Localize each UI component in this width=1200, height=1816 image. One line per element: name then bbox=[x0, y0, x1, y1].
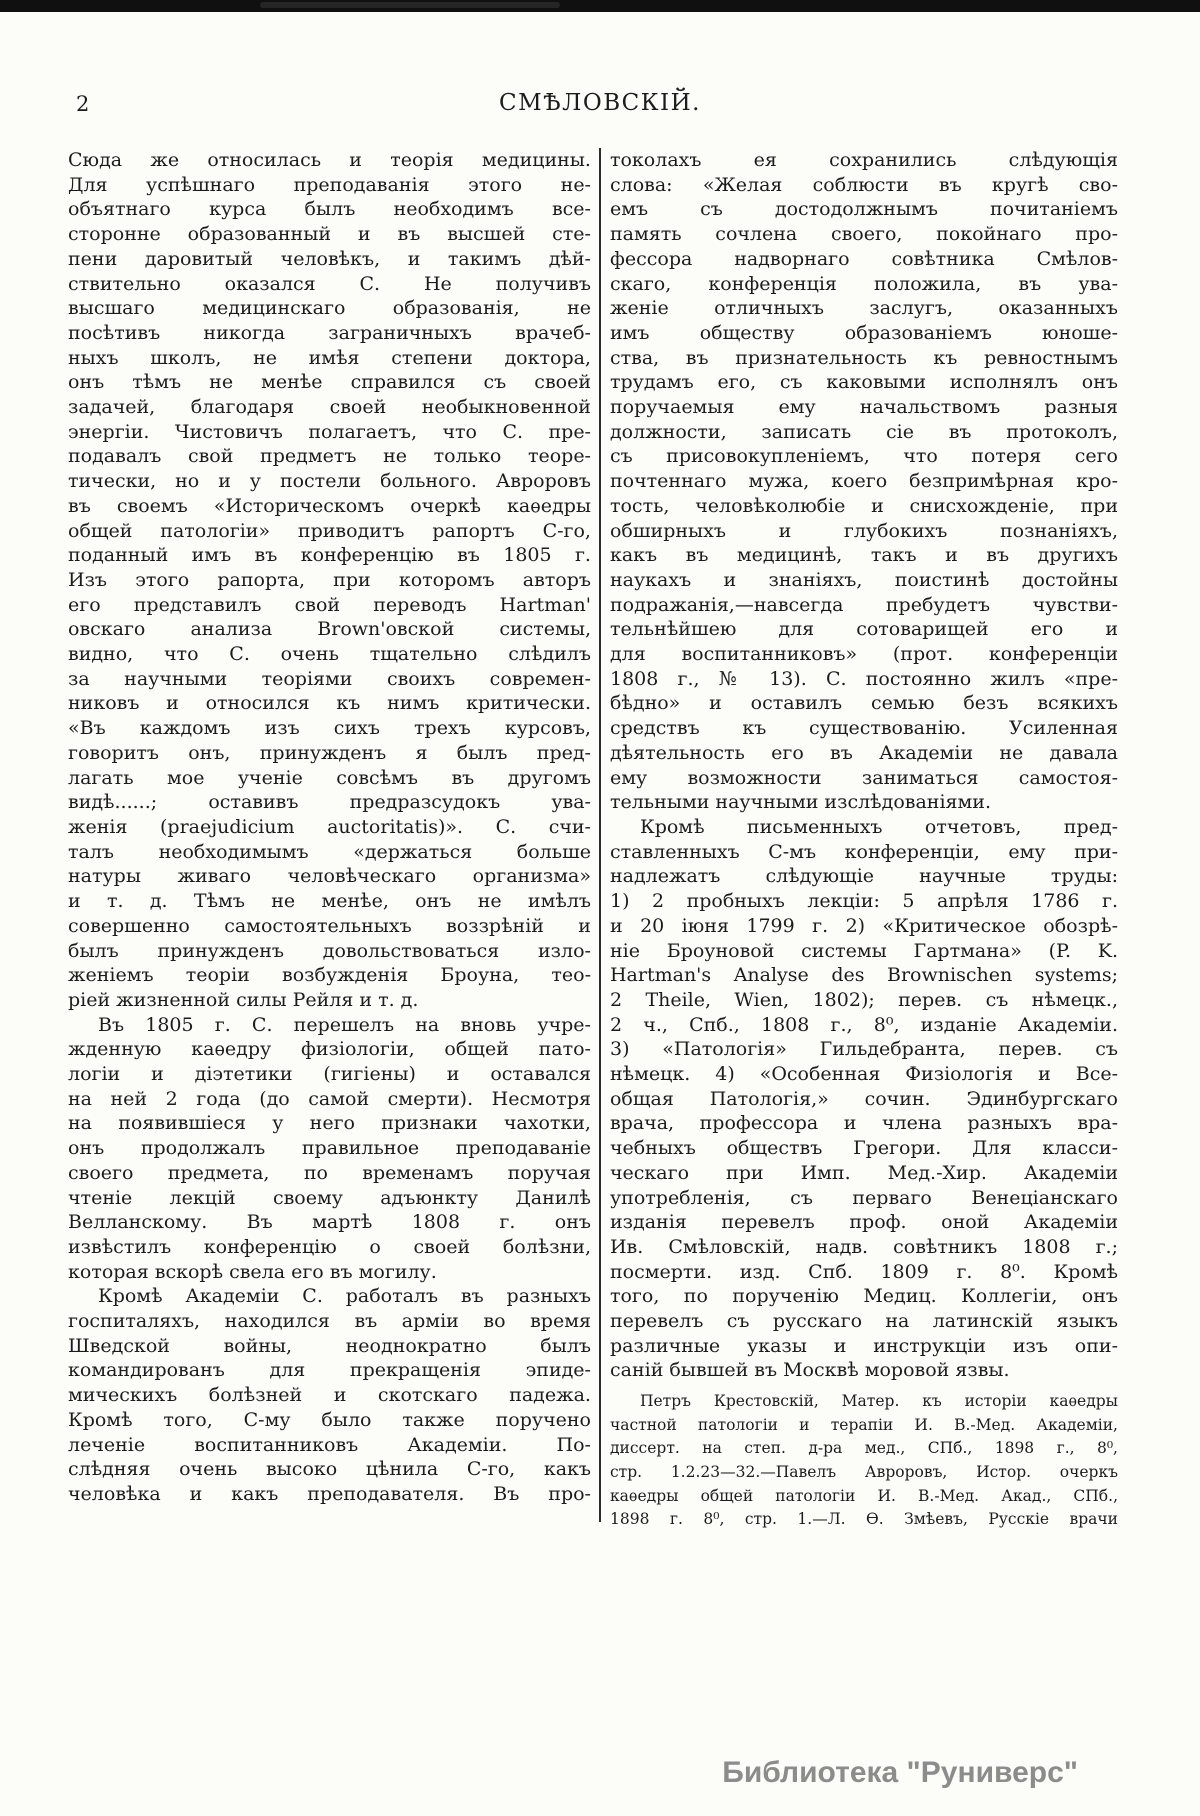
text-line: употребленія, съ перваго Венеціанскаго bbox=[609, 1186, 1118, 1209]
text-line: надлежатъ слѣдующіе научные труды: bbox=[609, 865, 1118, 888]
text-line: Для успѣшнаго преподаванія этого не- bbox=[68, 173, 591, 196]
text-line: на появившіеся у него признаки чахотки, bbox=[68, 1112, 591, 1135]
text-line: логіи и діэтетики (гигіены) и оставался bbox=[68, 1063, 591, 1086]
text-line: тость, человѣколюбіе и снисхожденіе, при bbox=[609, 494, 1118, 517]
text-line: задачей, благодаря своей необыкновенной bbox=[68, 396, 591, 419]
text-line: тически, но и у постели больного. Авроровъ bbox=[68, 470, 591, 493]
text-line: посмерти. изд. Спб. 1809 г. 8⁰. Кромѣ bbox=[609, 1260, 1118, 1283]
text-line: почтеннаго мужа, коего безпримѣрная кро- bbox=[609, 470, 1118, 493]
text-line: натуры живаго человѣческаго организма» bbox=[68, 865, 591, 888]
text-line: Сюда же относилась и теорія медицины. bbox=[68, 149, 591, 171]
text-line: своего предмета, по временамъ поручая bbox=[68, 1161, 591, 1184]
library-watermark: Библиотека "Руниверс" bbox=[722, 1756, 1078, 1789]
text-line: его представилъ свой переводъ Hartman' bbox=[68, 593, 591, 616]
footnote-line: 1898 г. 8⁰, стр. 1.—Л. Ѳ. Змѣевъ, Русскіе врачи bbox=[609, 1510, 1118, 1529]
text-line: Велланскому. Въ мартѣ 1808 г. онъ bbox=[68, 1211, 591, 1234]
text-line: и т. д. Тѣмъ не менѣе, онъ не имѣлъ bbox=[68, 890, 591, 913]
text-line: 2 Theile, Wien, 1802); перев. съ нѣмецк., bbox=[609, 988, 1118, 1011]
text-line: врача, профессора и члена разныхъ вра- bbox=[609, 1112, 1118, 1135]
text-line: съ присовокупленіемъ, что потеря сего bbox=[609, 445, 1118, 468]
right-column bbox=[610, 148, 1118, 1532]
text-line: говоритъ онъ, принужденъ я былъ пред- bbox=[68, 741, 591, 764]
text-line: въ своемъ «Историческомъ очеркѣ каѳедры bbox=[68, 494, 591, 517]
text-line: Кромѣ того, С-му было также поручено bbox=[68, 1408, 591, 1431]
text-line: память сочлена своего, покойнаго про- bbox=[609, 223, 1118, 246]
text-line: слова: «Желая соблюсти въ кругѣ сво- bbox=[609, 173, 1118, 196]
text-line: 3) «Патологія» Гильдебранта, перев. съ bbox=[609, 1038, 1118, 1061]
left-column bbox=[68, 148, 591, 1532]
text-line: поручаемыя ему начальствомъ разныя bbox=[609, 396, 1118, 419]
text-line: Кромѣ Академіи С. работалъ въ разныхъ bbox=[98, 1285, 591, 1308]
text-line: общей патологіи» приводитъ рапортъ С-го, bbox=[68, 519, 591, 542]
text-line: ніе Броуновой системы Гартмана» (P. K. bbox=[609, 939, 1118, 962]
text-line: онъ продолжалъ правильное преподаваніе bbox=[68, 1137, 591, 1160]
text-line: женія (praejudicium auctoritatis)». С. счи- bbox=[68, 815, 591, 838]
text-columns bbox=[68, 148, 1118, 1532]
text-line: изданія перевелъ проф. оной Академіи bbox=[609, 1211, 1118, 1234]
text-line: Hartman's Analyse des Brownischen systems; bbox=[609, 964, 1118, 987]
text-line: видѣ......; оставивъ предразсудокъ ува- bbox=[68, 791, 591, 814]
text-line: ему возможности заниматься самостоя- bbox=[609, 766, 1118, 789]
text-line: бѣдно» и оставилъ семью безъ всякихъ bbox=[609, 692, 1118, 715]
text-line: подавалъ свой предметъ не только теоре- bbox=[68, 445, 591, 468]
text-line: лагать мое ученіе совсѣмъ въ другомъ bbox=[68, 766, 591, 789]
text-line: ныхъ школъ, не имѣя степени доктора, bbox=[68, 346, 591, 369]
text-line: мическихъ болѣзней и скотскаго падежа. bbox=[68, 1384, 591, 1407]
text-line: пени даровитый человѣкъ, и такимъ дѣй- bbox=[68, 247, 591, 270]
text-line: объятнаго курса былъ необходимъ все- bbox=[68, 198, 591, 221]
text-line: леченіе воспитанниковъ Академіи. По- bbox=[68, 1433, 591, 1456]
text-line: 1808 г., № 13). С. постоянно жилъ «пре- bbox=[609, 667, 1118, 690]
text-line: женіе отличныхъ заслугъ, оказанныхъ bbox=[609, 297, 1118, 320]
text-line: средствъ къ существованію. Усиленная bbox=[609, 717, 1118, 740]
text-line: «Въ каждомъ изъ сихъ трехъ курсовъ, bbox=[68, 717, 591, 740]
scan-edge-top bbox=[0, 0, 1200, 12]
text-line: нѣмецк. 4) «Особенная Физіологія и Все- bbox=[609, 1063, 1118, 1086]
text-line: чтеніе лекцій своему адъюнкту Данилѣ bbox=[68, 1186, 591, 1209]
text-line: Изъ этого рапорта, при которомъ авторъ bbox=[68, 568, 591, 591]
footnote-block bbox=[610, 1390, 1118, 1532]
page-title: СМѢЛОВСКІЙ. bbox=[499, 90, 701, 116]
text-line: перевелъ съ русскаго на латинскій языкъ bbox=[609, 1310, 1118, 1333]
text-line: токолахъ ея сохранились слѣдующія bbox=[609, 149, 1118, 171]
text-line: совершенно самостоятельныхъ воззрѣній и bbox=[68, 914, 591, 937]
text-line: Въ 1805 г. С. перешелъ на вновь учре- bbox=[98, 1013, 591, 1036]
text-line: ства, въ признательность къ ревностнымъ bbox=[609, 346, 1118, 369]
text-line: и 20 іюня 1799 г. 2) «Критическое обозрѣ- bbox=[609, 914, 1118, 937]
text-line: госпиталяхъ, находился въ арміи во время bbox=[68, 1310, 591, 1333]
footnote-line: частной патологіи и терапіи И. В.-Мед. Академіи, bbox=[609, 1415, 1118, 1434]
text-line: слѣдняя очень высоко цѣнила С-го, какъ bbox=[68, 1458, 591, 1481]
text-line: никовъ и относился къ нимъ критически. bbox=[68, 692, 591, 715]
text-line: ствительно оказался С. Не получивъ bbox=[68, 272, 591, 295]
text-line: ческаго при Имп. Мед.-Хир. Академіи bbox=[609, 1161, 1118, 1184]
text-line: женіемъ теоріи возбужденія Броуна, тео- bbox=[68, 964, 591, 987]
text-line: Кромѣ письменныхъ отчетовъ, пред- bbox=[639, 815, 1118, 838]
text-line: человѣка и какъ преподавателя. Въ про- bbox=[68, 1482, 591, 1505]
text-line: обширныхъ и глубокихъ познаніяхъ, bbox=[609, 519, 1118, 542]
footnote-line: каѳедры общей патологіи И. В.-Мед. Акад., СПб., bbox=[609, 1486, 1118, 1505]
page-number: 2 bbox=[76, 92, 90, 116]
text-line: сторонне образованный и въ высшей сте- bbox=[68, 223, 591, 246]
footnote-line: Петръ Крестовскій, Матер. къ исторіи каѳедры bbox=[639, 1392, 1118, 1411]
text-line: ставленныхъ С-мъ конференціи, ему при- bbox=[609, 840, 1118, 863]
text-line: овскаго анализа Brown'овской системы, bbox=[68, 618, 591, 641]
text-line: чебныхъ обществъ Грегори. Для класси- bbox=[609, 1137, 1118, 1160]
text-line: имъ обществу образованіемъ юноше- bbox=[609, 321, 1118, 344]
text-line: для воспитанниковъ» (прот. конференціи bbox=[609, 643, 1118, 666]
footnote-line: стр. 1.2.23—32.—Павелъ Авроровъ, Истор. очеркъ bbox=[609, 1462, 1118, 1481]
text-line: извѣстилъ конференцію о своей болѣзни, bbox=[68, 1235, 591, 1258]
text-line: былъ принужденъ довольствоваться изло- bbox=[68, 939, 591, 962]
text-line: какъ въ медицинѣ, такъ и въ другихъ bbox=[609, 544, 1118, 567]
text-line: энергіи. Чистовичъ полагаетъ, что С. пре- bbox=[68, 420, 591, 443]
text-line: того, по порученію Медиц. Коллегіи, онъ bbox=[609, 1285, 1118, 1308]
text-line: тельными научными изслѣдованіями. bbox=[609, 791, 991, 814]
text-line: видно, что С. очень тщательно слѣдилъ bbox=[68, 643, 591, 666]
text-line: дѣятельность его въ Академіи не давала bbox=[609, 741, 1118, 764]
text-line: общая Патологія,» сочин. Эдинбургскаго bbox=[609, 1087, 1118, 1110]
text-line: 2 ч., Спб., 1808 г., 8⁰, изданіе Академіи. bbox=[609, 1013, 1118, 1036]
text-line: наукахъ и знаніяхъ, поистинѣ достойны bbox=[609, 568, 1118, 591]
text-line: емъ съ достодолжнымъ почитаніемъ bbox=[609, 198, 1118, 221]
text-line: саній бывшей въ Москвѣ моровой язвы. bbox=[609, 1359, 1010, 1382]
text-line: различные указы и инструкціи изъ опи- bbox=[609, 1334, 1118, 1357]
text-line: талъ необходимымъ «держаться больше bbox=[68, 840, 591, 863]
text-line: 1) 2 пробныхъ лекціи: 5 апрѣля 1786 г. bbox=[609, 890, 1118, 913]
text-line: жденную каѳедру физіологіи, общей пато- bbox=[68, 1038, 591, 1061]
text-line: посѣтивъ никогда заграничныхъ врачеб- bbox=[68, 321, 591, 344]
text-line: на ней 2 года (до самой смерти). Несмотря bbox=[68, 1087, 591, 1110]
text-line: высшаго медицинскаго образованія, не bbox=[68, 297, 591, 320]
column-divider bbox=[599, 148, 601, 1522]
text-line: поданный имъ въ конференцію въ 1805 г. bbox=[68, 544, 591, 567]
text-line: подражанія,—навсегда пребудетъ чувстви- bbox=[609, 593, 1118, 616]
footnote-line: диссерт. на степ. д-ра мед., СПб., 1898 г., 8⁰, bbox=[609, 1439, 1118, 1458]
text-line: трудамъ его, съ каковыми исполнялъ онъ bbox=[609, 371, 1118, 394]
text-line: тельнѣйшею для сотоварищей его и bbox=[609, 618, 1118, 641]
text-line: Шведской войны, неоднократно былъ bbox=[68, 1334, 591, 1357]
text-line: которая вскорѣ свела его въ могилу. bbox=[68, 1260, 437, 1283]
text-line: Ив. Смѣловскій, надв. совѣтникъ 1808 г.; bbox=[609, 1235, 1118, 1258]
text-line: ріей жизненной силы Рейля и т. д. bbox=[68, 988, 419, 1011]
right-column-main-text bbox=[610, 148, 1118, 1383]
text-line: онъ тѣмъ не менѣе справился съ своей bbox=[68, 371, 591, 394]
text-line: командированъ для прекращенія эпиде- bbox=[68, 1359, 591, 1382]
text-line: должности, записать сіе въ протоколъ, bbox=[609, 420, 1118, 443]
text-line: фессора надворнаго совѣтника Смѣлов- bbox=[609, 247, 1118, 270]
text-line: скаго, конференція положила, въ ува- bbox=[609, 272, 1118, 295]
text-line: за научными теоріями своихъ современ- bbox=[68, 667, 591, 690]
